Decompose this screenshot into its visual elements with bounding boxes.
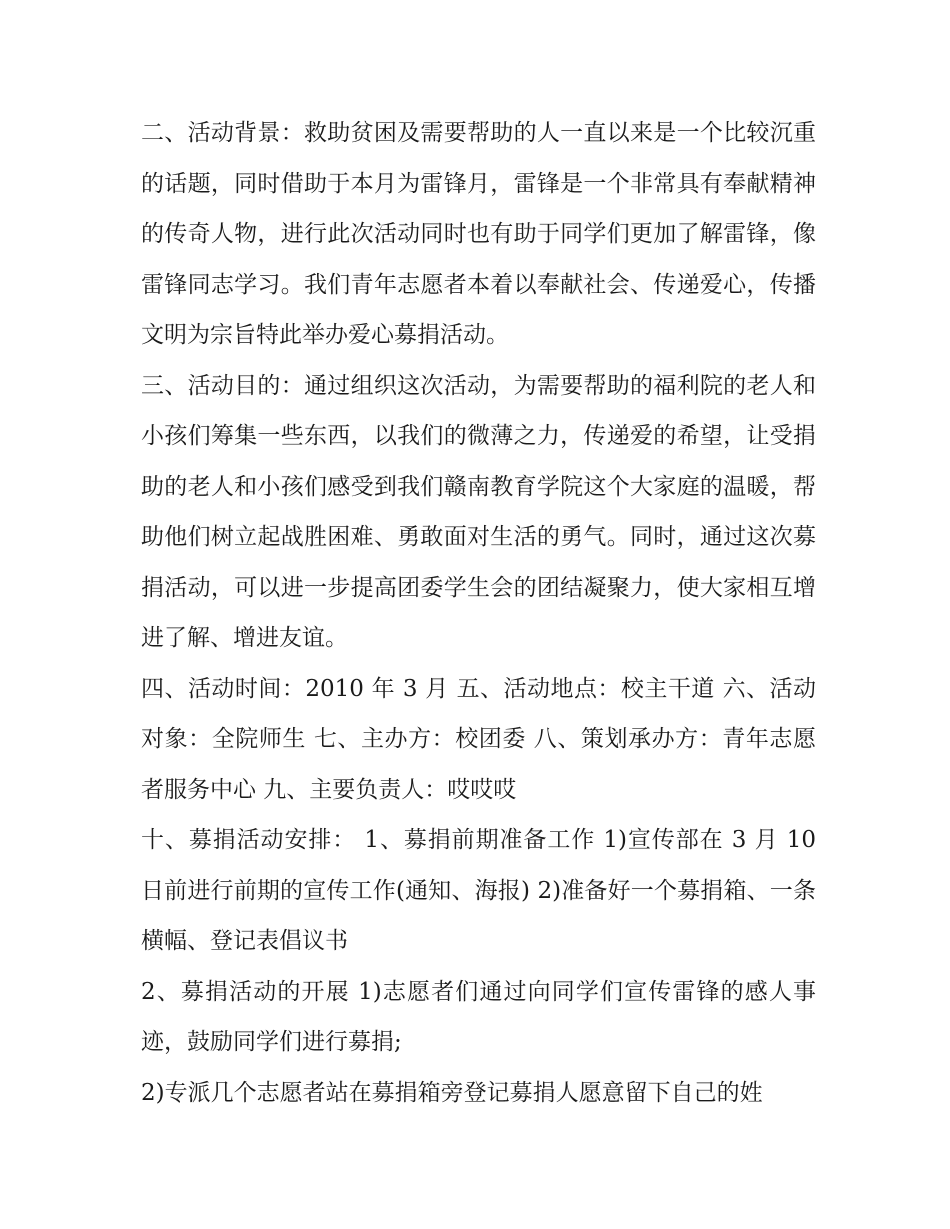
- paragraph-activity-step: 2、募捐活动的开展 1)志愿者们通过向同学们宣传雷锋的感人事迹，鼓励同学们进行募捐;: [141, 978, 816, 1055]
- paragraph-purpose: 三、活动目的：通过组织这次活动，为需要帮助的福利院的老人和小孩们筹集一些东西，以我们的微薄之力，传递爱的希望，让受捐助的老人和小孩们感受到我们赣南教育学院这个大家庭的温暖，帮助他们树立起战胜困难、勇敢面对生活的勇气。同时，通过这次募捐活动，可以进一步提高团委学生会的团结凝聚力，使大家相互增进了解、增进友谊。: [141, 372, 816, 651]
- paragraph-background: 二、活动背景：救助贫困及需要帮助的人一直以来是一个比较沉重的话题，同时借助于本月为雷锋月，雷锋是一个非常具有奉献精神的传奇人物，进行此次活动同时也有助于同学们更加了解雷锋，像雷锋同志学习。我们青年志愿者本着以奉献社会、传递爱心，传播文明为宗旨特此举办爱心募捐活动。: [141, 120, 816, 348]
- document-body: [141, 108, 816, 1118]
- paragraph-registration: 2)专派几个志愿者站在募捐箱旁登记募捐人愿意留下自己的姓: [141, 1079, 763, 1106]
- paragraph-arrangement: 十、募捐活动安排： 1、募捐前期准备工作 1)宣传部在 3 月 10 日前进行前期的宣传工作(通知、海报) 2)准备好一个募捐箱、一条横幅、登记表倡议书: [141, 827, 816, 954]
- paragraph-time-place: 四、活动时间：2010 年 3 月 五、活动地点：校主干道 六、活动对象：全院师生 七、主办方：校团委 八、策划承办方：青年志愿者服务中心 九、主要负责人：哎哎哎: [141, 675, 816, 803]
